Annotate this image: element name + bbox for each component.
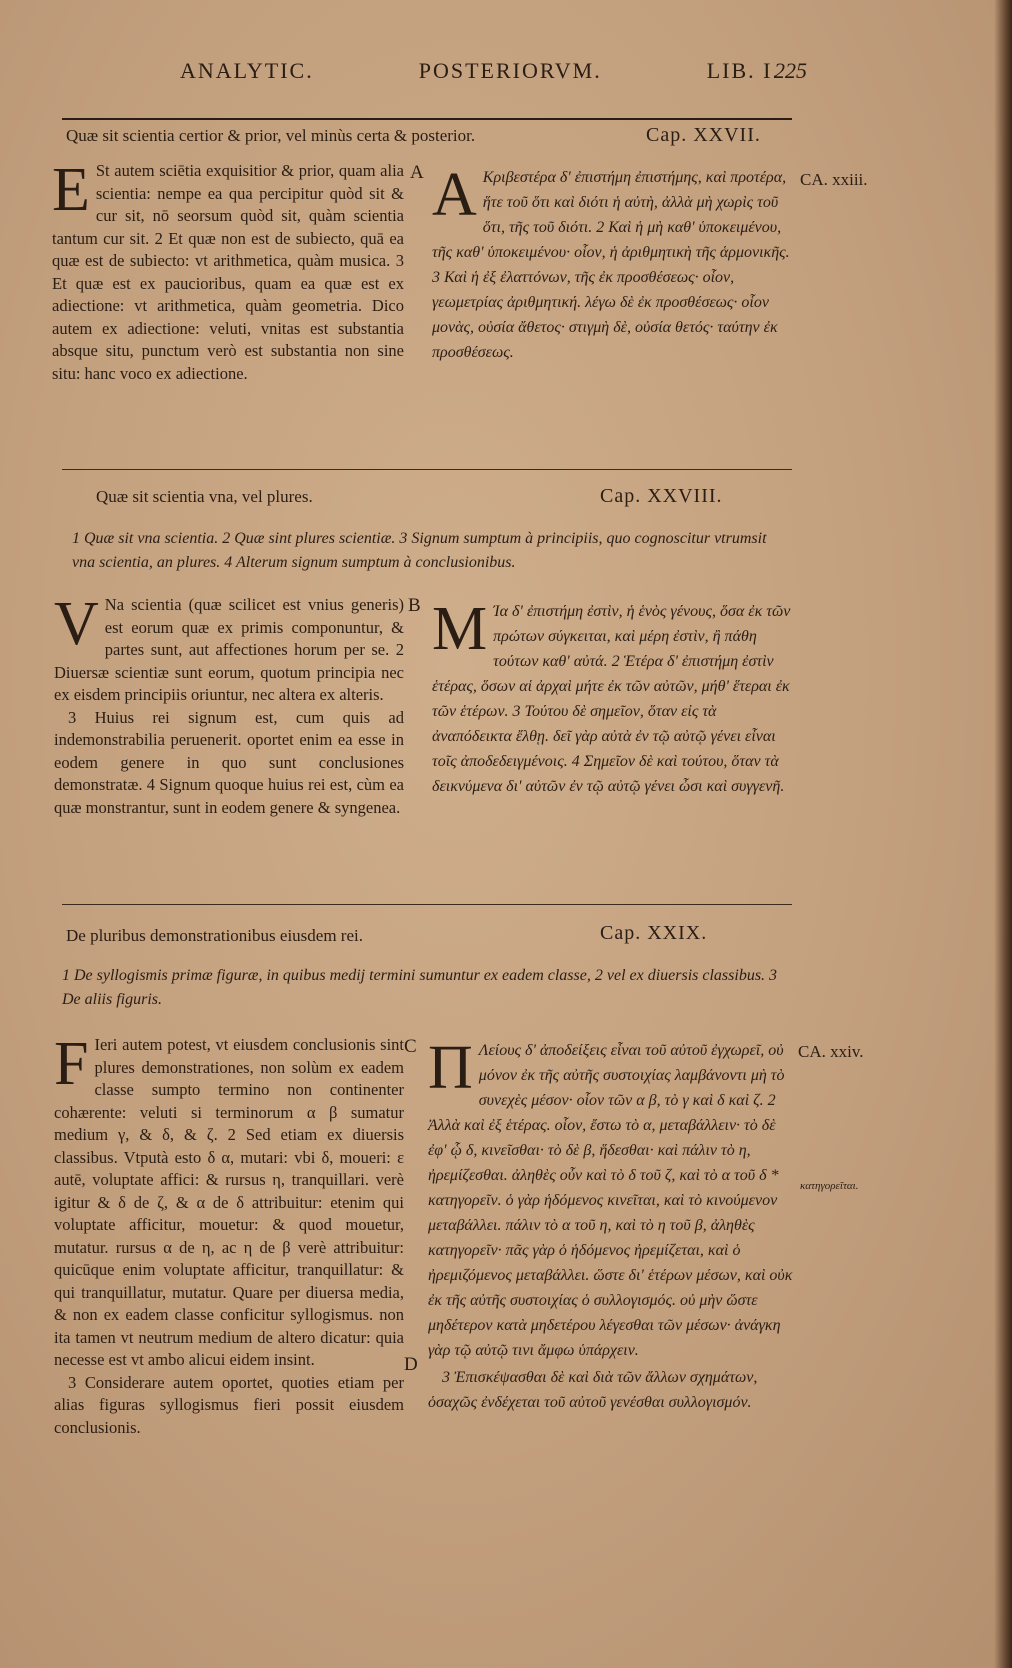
cap27-margin-letter: A (410, 162, 424, 183)
cap28-latin-dropcap: V (54, 590, 99, 658)
cap27-number: Cap. XXVII. (646, 124, 761, 146)
cap29-latin-dropcap: F (54, 1030, 89, 1098)
cap29-greek-p1: Λείους δ' ἀποδείξεις εἶναι τοῦ αὐτοῦ ἐγχωρεῖ, οὐ μόνον ἐκ τῆς αὐτῆς συστοιχίας λαμβάνοντι μὴ τὸ συνεχὲς μέσον· οἷον τῶν α β, τὸ γ καὶ δ καὶ ζ. 2 Ἀλλὰ καὶ ἐξ ἑτέρας. οἷον, ἔστω τὸ α, μεταβάλλειν· τὸ δὲ ἐφ' ᾧ δ, κινεῖσθαι· τὸ δὲ β, ἥδεσθαι· καὶ πάλιν τὸ η, ἠρεμίζεσθαι. ἀληθὲς οὖν καὶ τὸ δ τοῦ ζ, καὶ τὸ α τοῦ δ * κατηγορεῖν. ὁ γὰρ ἡδόμενος κινεῖται, καὶ τὸ κινούμενον μεταβάλλει. πάλιν τὸ α τοῦ η, καὶ τὸ η τοῦ β, ἀληθὲς κατηγορεῖν· πᾶς γὰρ ὁ ἡδόμενος ἠρεμίζεται, καὶ ὁ ἠρεμιζόμενος μεταβάλλει. ὥστε δι' ἑτέρων μέσων, καὶ οὐκ ἐκ τῆς αὐτῆς συστοιχίας ὁ συλλογισμός. οὐ μὴν ὥστε μηδέτερον κατὰ μηδετέρου λέγεσθαι τῶν μέσων· ἀνάγκη γὰρ τῷ αὐτῷ τινι ἄμφω ὑπάρχειν. (428, 1042, 793, 1359)
cap28-greek-text (432, 595, 794, 799)
cap28-latin-text (54, 590, 404, 819)
cap29-greek-text (428, 1034, 794, 1415)
cap27-greek-dropcap: A (432, 161, 477, 229)
cap28-title: Quæ sit scientia vna, vel plures. (96, 487, 313, 506)
cap29-greek-dropcap: Π (428, 1034, 473, 1102)
cap29-greek-p2: 3 Ἐπισκέψασθαι δὲ καὶ διὰ τῶν ἄλλων σχημάτων, ὁσαχῶς ἐνδέχεται τοῦ αὐτοῦ γενέσθαι συλλογισμόν. (428, 1369, 758, 1411)
rule-cap27-bottom (62, 469, 792, 470)
cap29-summary: 1 De syllogismis primæ figuræ, in quibus medij termini sumuntur ex eadem classe, 2 vel ex diuersis classibus. 3 De aliis figuris. (62, 967, 778, 1008)
cap28-number: Cap. XXVIII. (600, 485, 723, 507)
cap29-margin-note: κατηγορεῖται. (800, 1180, 859, 1192)
cap28-latin-p1: Na scientia (quæ scilicet est vnius generis) est eorum quæ ex primis componuntur, & partes sunt, aut affectiones horum per se. 2 Diuersæ scientiæ sunt eorum, quotum principia nec ex eisdem principiis oriuntur, nec altera ex alteris. (54, 595, 404, 704)
cap27-latin-body: St autem sciētia exquisitior & prior, quam alia scientia: nempe ea qua percipitur quòd sit & cur sit, nō seorsum quòd sit, quàm scientia tantum cur sit. 2 Et quæ non est de subiecto, quā ea quæ est de subiecto: vt arithmetica, quàm musica. 3 Et quæ est ex paucioribus, quam ea quæ est ex adiectione: vt arithmetica, quàm geometria. Dico autem ex adiectione: veluti, vnitas est substantia absque situ, punctum verò est substantia non sine situ: hanc voco ex adiectione. (52, 161, 404, 383)
running-head-part-1: ANALYTIC. (180, 58, 314, 83)
cap29-latin-p1: Ieri autem potest, vt eiusdem conclusionis sint plures demonstrationes, non solùm ex eadem classe sumpto termino non continenter cohærente: veluti si terminorum α β sumatur medium γ, & δ, & ζ. 2 Sed etiam ex diuersis classibus. Vtputà esto δ α, mutari: vbi δ, moueri: ε autē, voluptate affici: & rursus η, tranquillari. verè igitur & δ de ζ, & α de δ attribuitur: etenim qui voluptate afficitur, mouetur: & quod mouetur, mutatur. rursus α de η, ac η de β verè attribuitur: quicūque enim voluptate afficitur, tranquillatur: & qui tranquillatur, mutatur. Quare per diuersa media, & non ex eadem classe conficitur syllogismus. non ita tamen vt neutrum medium de altero dicatur: quia necesse est vt ambo alicui eidem insint. (54, 1035, 404, 1369)
cap28-latin-p2: 3 Huius rei signum est, cum quis ad indemonstrabilia peruenerit. oportet enim ea esse in eodem genere in quo sunt conclusiones demonstratæ. 4 Signum quoque huius rei est, cùm ea quæ monstrantur, sunt in eodem genere & syngenea. (54, 707, 404, 817)
cap29-margin-cap: CA. xxiv. (798, 1042, 864, 1061)
cap29-title: De pluribus demonstrationibus eiusdem rei. (66, 926, 363, 945)
running-head (180, 58, 780, 84)
cap28-margin-letter: B (408, 595, 421, 616)
running-head-part-2: POSTERIORVM. (418, 58, 602, 83)
cap29-margin-letter-d: D (404, 1354, 418, 1375)
page-number: 225 (774, 58, 807, 83)
cap29-margin-letter-c: C (404, 1036, 417, 1057)
cap28-greek-dropcap: M (432, 595, 488, 663)
cap29-latin-text (54, 1030, 404, 1439)
cap27-latin-dropcap: E (52, 156, 90, 224)
cap27-title: Quæ sit scientia certior & prior, vel minùs certa & posterior. (66, 126, 476, 145)
cap27-latin-text (52, 156, 404, 385)
rule-cap28-bottom (62, 904, 792, 905)
cap29-number: Cap. XXIX. (600, 922, 708, 944)
cap28-greek-body: Ία δ' ἐπιστήμη ἐστὶν, ἡ ἑνὸς γένους, ὅσα ἐκ τῶν πρώτων σύγκειται, καὶ μέρη ἐστὶν, ἢ πάθη τούτων καθ' αὐτά. 2 Ἑτέρα δ' ἐπιστήμη ἐστὶν ἑτέρας, ὅσων αἱ ἀρχαὶ μήτε ἐκ τῶν αὐτῶν, μήθ' ἕτεραι ἐκ τῶν ἑτέρων. 3 Τούτου δὲ σημεῖον, ὅταν εἰς τὰ ἀναπόδεικτα ἔλθῃ. δεῖ γὰρ αὐτὰ ἐν τῷ αὐτῷ γένει εἶναι τοῖς ἀποδεδειγμένοις. 4 Σημεῖον δὲ καὶ τούτου, ὅταν τὰ δεικνύμενα δι' αὐτῶν ἐν τῷ αὐτῷ γένει ὦσι καὶ συγγενῆ. (432, 603, 791, 795)
cap27-greek-body: Κριβεστέρα δ' ἐπιστήμη ἐπιστήμης, καὶ προτέρα, ἥτε τοῦ ὅτι καὶ διότι ἡ αὐτὴ, ἀλλὰ μὴ χωρὶς τοῦ ὅτι, τῆς τοῦ διότι. 2 Καὶ ἡ μὴ καθ' ὑποκειμένου, τῆς καθ' ὑποκειμένου· οἷον, ἡ ἀριθμητικὴ τῆς ἁρμονικῆς. 3 Καὶ ἡ ἐξ ἐλαττόνων, τῆς ἐκ προσθέσεως· οἷον, γεωμετρίας ἀριθμητική. λέγω δὲ ἐκ προσθέσεως· οἷον μονὰς, οὐσία ἄθετος· στιγμὴ δὲ, οὐσία θετός· ταύτην ἐκ προσθέσεως. (432, 169, 790, 361)
running-head-part-3: LIB. I. (706, 58, 780, 83)
page-edge (994, 0, 1012, 1668)
cap27-greek-text (432, 161, 794, 365)
rule-cap27-top (62, 118, 792, 120)
cap27-margin-cap: CA. xxiii. (800, 170, 868, 189)
cap29-latin-p2: 3 Considerare autem oportet, quoties etiam per alias figuras syllogismus fieri possit eiusdem conclusionis. (54, 1372, 404, 1437)
cap28-summary: 1 Quæ sit vna scientia. 2 Quæ sint plures scientiæ. 3 Signum sumptum à principiis, quo cognoscitur vtrumsit vna scientia, an plures. 4 Alterum signum sumptum à conclusionibus. (72, 530, 767, 571)
